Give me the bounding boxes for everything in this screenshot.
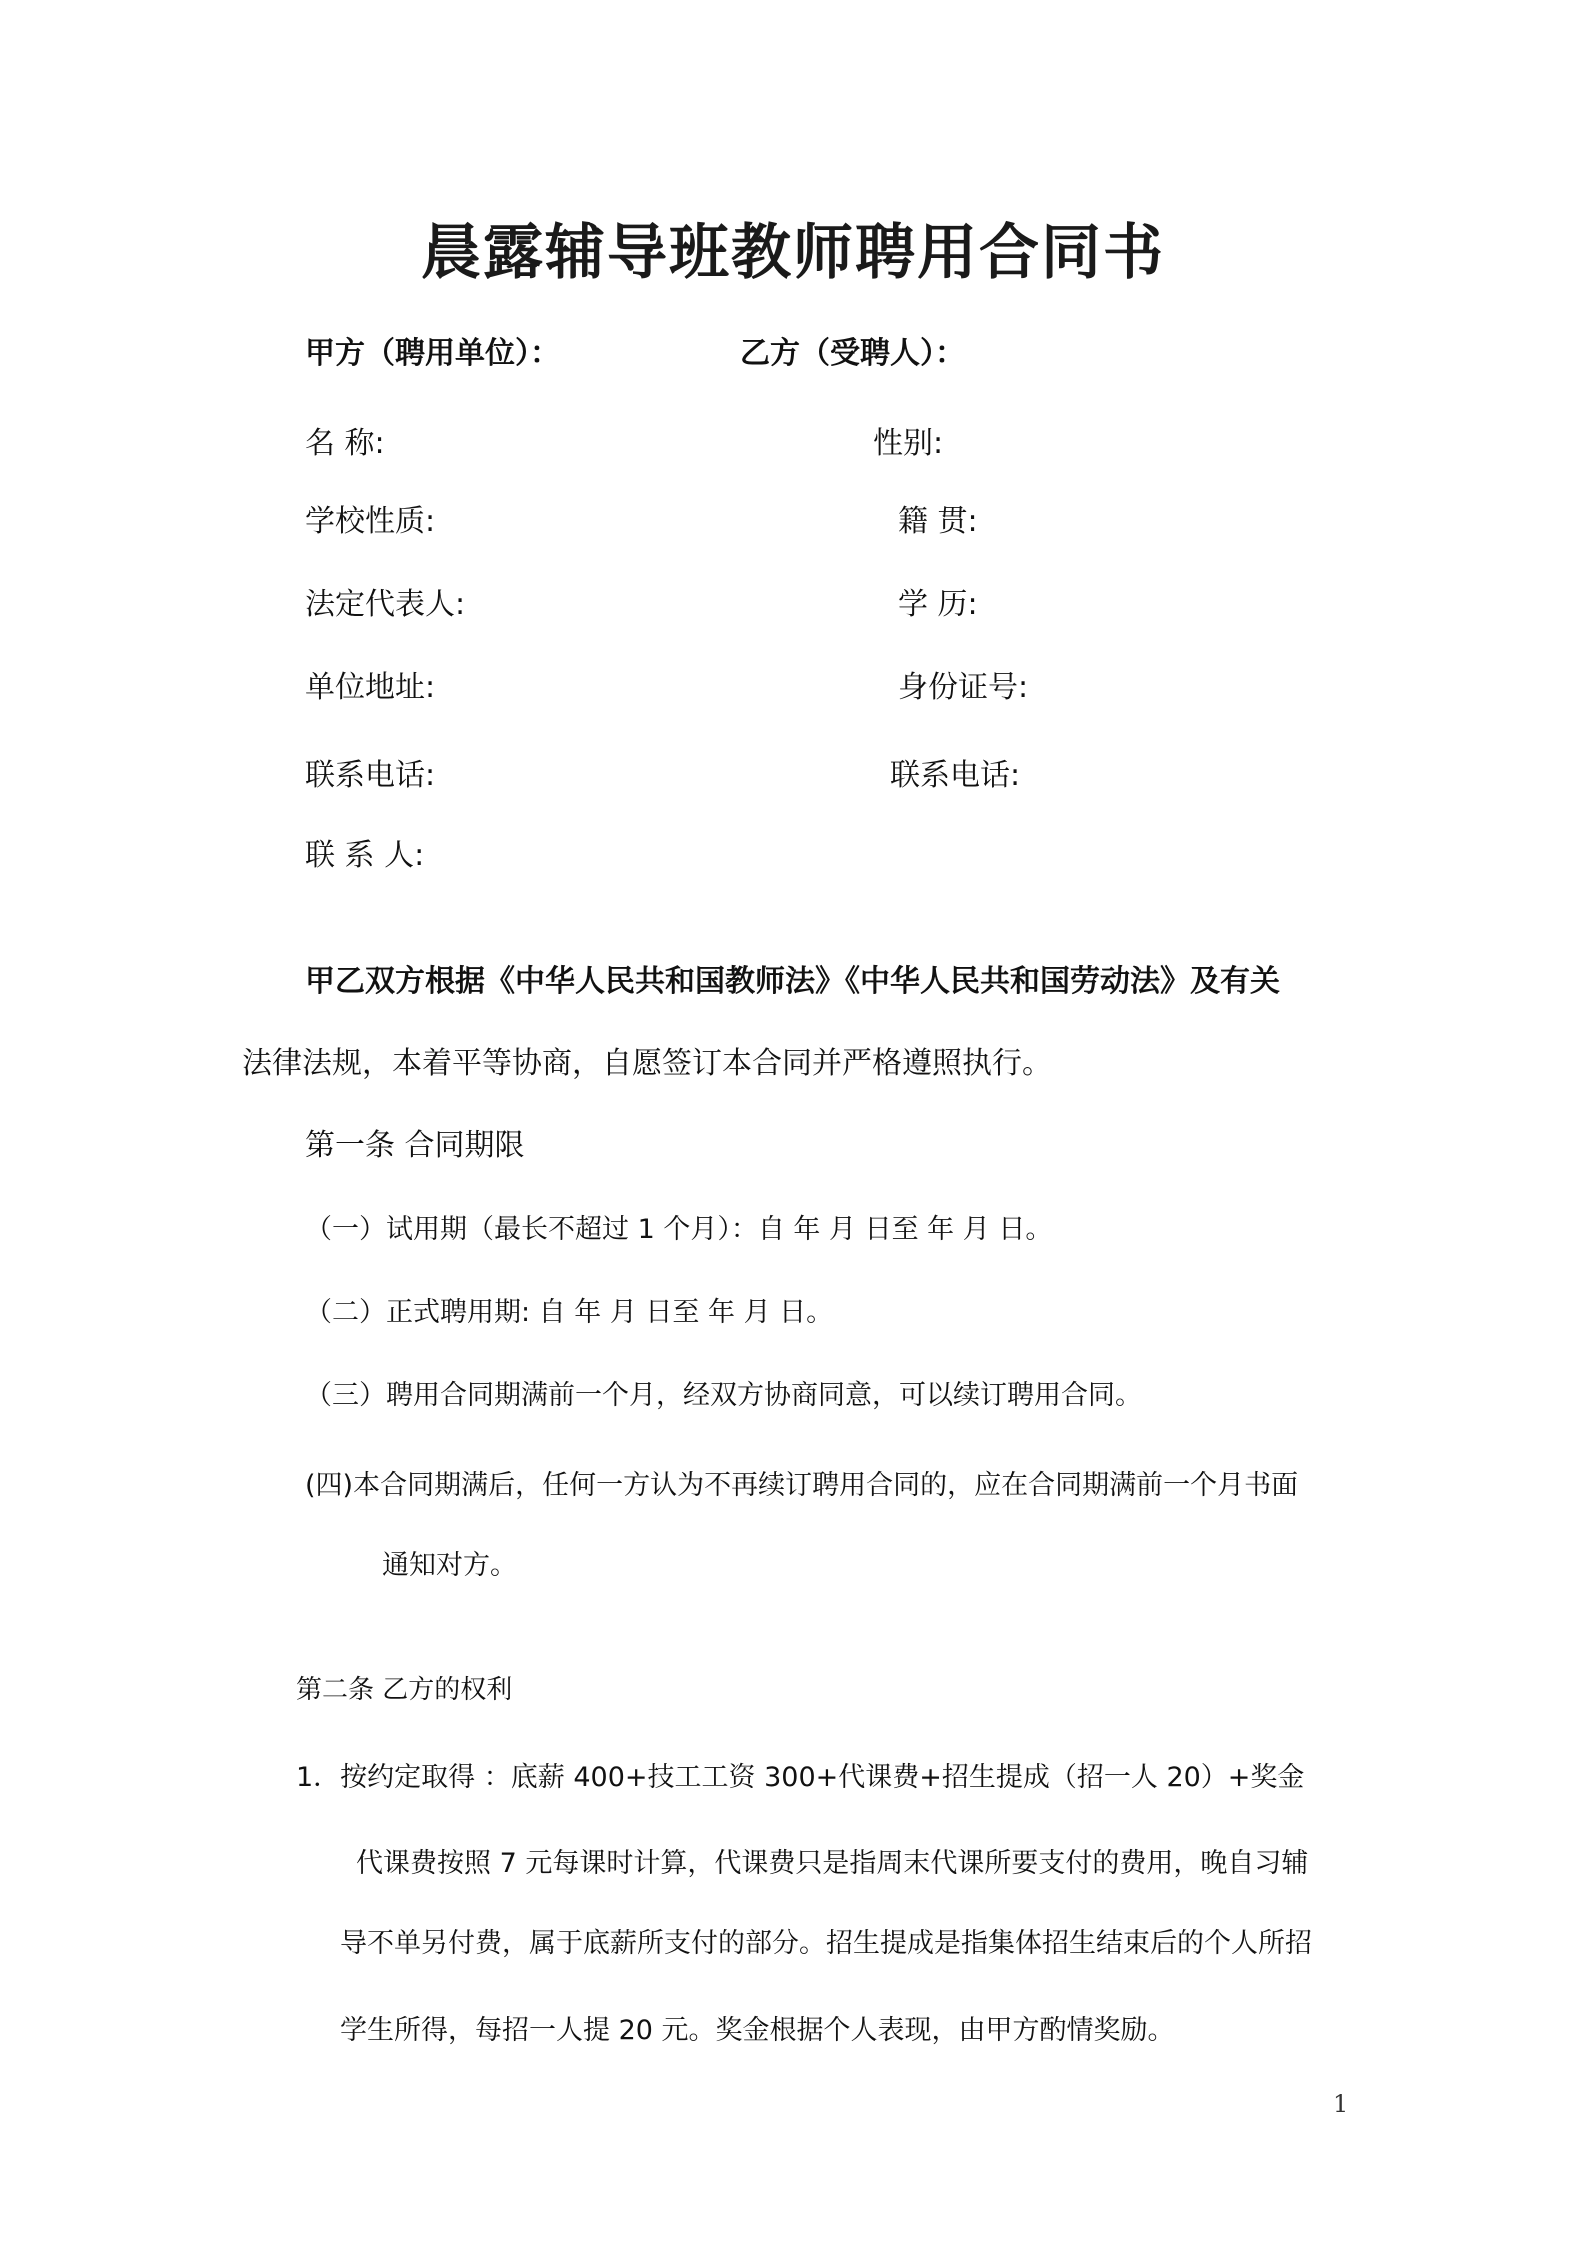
- preamble-line-1: 甲乙双方根据《中华人民共和国教师法》《中华人民共和国劳动法》及有关: [305, 964, 1280, 999]
- article-2-item-1-line-4: 学生所得，每招一人提 20 元。奖金根据个人表现，由甲方酌情奖励。: [340, 2015, 1175, 2046]
- document-title: 晨露辅导班教师聘用合同书: [421, 218, 1165, 288]
- party-a-legal-rep-label: 法定代表人:: [305, 587, 466, 622]
- party-b-gender-label: 性别:: [873, 426, 944, 461]
- party-b-education-label: 学 历:: [898, 587, 978, 622]
- party-b-header: 乙方（受聘人）：: [740, 336, 965, 371]
- party-b-native-place-label: 籍 贯:: [898, 504, 978, 539]
- article-2-item-1: 1．按约定取得 ：底薪 400+技工工资 300+代课费+招生提成（招一人 20）+奖金: [296, 1762, 1305, 1793]
- article-1-item-3: （三）聘用合同期满前一个月，经双方协商同意，可以续订聘用合同。: [305, 1380, 1142, 1411]
- preamble-line-2: 法律法规，本着平等协商，自愿签订本合同并严格遵照执行。: [242, 1046, 1052, 1081]
- article-2-heading: 第二条 乙方的权利: [296, 1675, 513, 1705]
- article-1-heading: 第一条 合同期限: [305, 1128, 525, 1163]
- article-1-item-1: （一）试用期（最长不超过 1 个月）：自 年 月 日至 年 月 日。: [305, 1214, 1053, 1245]
- party-b-phone-label: 联系电话:: [890, 758, 1021, 793]
- party-a-phone-label: 联系电话:: [305, 758, 436, 793]
- article-2-item-1-line-3: 导不单另付费，属于底薪所支付的部分。招生提成是指集体招生结束后的个人所招: [340, 1928, 1312, 1959]
- article-2-item-1-line-2: 代课费按照 7 元每课时计算，代课费只是指周末代课所要支付的费用，晚自习辅: [356, 1848, 1309, 1879]
- article-1-item-4-line-1: (四)本合同期满后，任何一方认为不再续订聘用合同的，应在合同期满前一个月书面: [305, 1470, 1299, 1501]
- party-a-header: 甲方（聘用单位）：: [305, 336, 560, 371]
- article-1-item-4-line-2: 通知对方。: [382, 1550, 517, 1581]
- party-a-contact-label: 联 系 人:: [305, 838, 425, 873]
- party-a-address-label: 单位地址:: [305, 670, 436, 705]
- party-b-id-number-label: 身份证号:: [898, 670, 1029, 705]
- party-a-name-label: 名 称:: [305, 426, 385, 461]
- party-a-school-nature-label: 学校性质:: [305, 504, 436, 539]
- page-number: 1: [1333, 2090, 1349, 2118]
- article-1-item-2: （二）正式聘用期: 自 年 月 日至 年 月 日。: [305, 1297, 834, 1328]
